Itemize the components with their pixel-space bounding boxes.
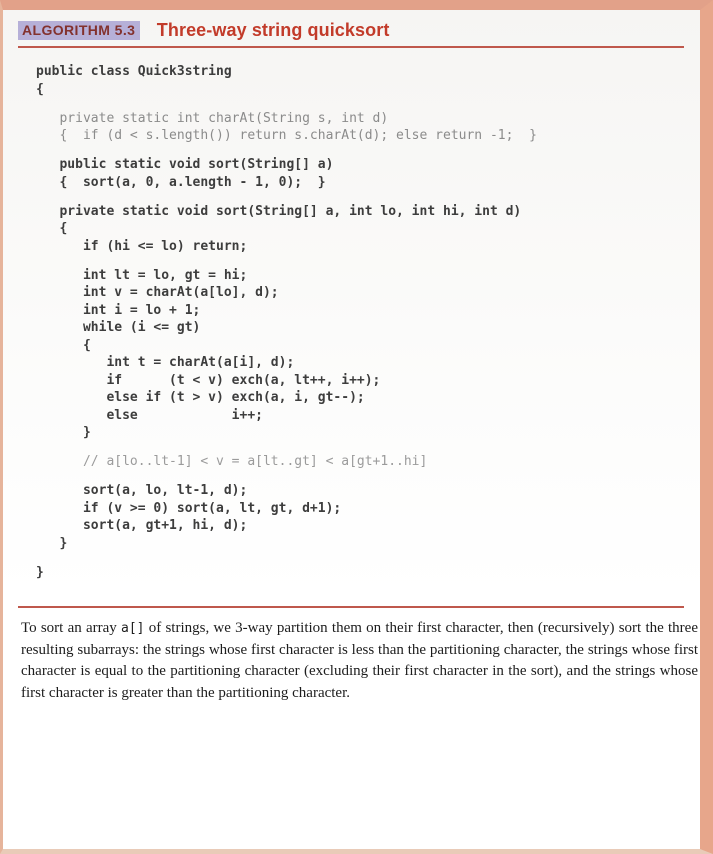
code-line: { sort(a, 0, a.length - 1, 0); } [36, 174, 326, 190]
code-blank-line [36, 191, 700, 203]
code-line: int t = charAt(a[i], d); [36, 355, 295, 370]
code-line: else i++; [36, 407, 263, 423]
algorithm-header [18, 20, 700, 41]
caption-inline-code: a[] [121, 621, 145, 636]
code-blank-line [36, 255, 700, 267]
algorithm-number-badge: ALGORITHM 5.3 [18, 21, 140, 40]
header-rule [18, 46, 684, 48]
code-blank-line [36, 442, 700, 454]
code-line: { if (d < s.length()) return s.charAt(d); else return -1; } [36, 128, 537, 143]
code-line: if (hi <= lo) return; [36, 238, 248, 254]
code-blank-line [36, 98, 700, 110]
code-line: int i = lo + 1; [36, 302, 201, 318]
code-line: public static void sort(String[] a) [36, 157, 334, 172]
code-comment-line: // a[lo..lt-1] < v = a[lt..gt] < a[gt+1..hi] [36, 454, 428, 469]
code-blank-line [36, 145, 700, 157]
caption-text-before: To sort an array [21, 620, 121, 636]
caption-text-after: of strings, we 3-way partition them on their first character, then (recursively) sort the three resulting subarrays: the strings whose first character is less than the partitioning character, the strings whose first character is equal to the partitioning character (excluding their first character in the sort), and the strings whose first character is greater than the partitioning character. [21, 620, 698, 701]
code-line: { [36, 81, 44, 97]
code-line: sort(a, gt+1, hi, d); [36, 518, 248, 533]
code-line: if (t < v) exch(a, lt++, i++); [36, 372, 381, 388]
caption-paragraph [21, 618, 698, 704]
code-line: { [36, 221, 68, 236]
algorithm-title: Three-way string quicksort [156, 20, 390, 40]
code-line: else if (t > v) exch(a, i, gt--); [36, 390, 365, 405]
code-line: } [36, 564, 44, 580]
page-content [3, 10, 700, 704]
code-blank-line [36, 552, 700, 564]
caption-rule [18, 606, 684, 608]
code-line: public class Quick3string [36, 64, 232, 79]
code-blank-line [36, 471, 700, 483]
code-line: private static void sort(String[] a, int lo, int hi, int d) [36, 203, 522, 219]
code-line: private static int charAt(String s, int d) [36, 110, 389, 126]
code-line: } [36, 535, 68, 551]
code-line: int lt = lo, gt = hi; [36, 267, 248, 283]
code-listing [36, 63, 700, 581]
code-line: if (v >= 0) sort(a, lt, gt, d+1); [36, 500, 342, 516]
code-line: while (i <= gt) [36, 320, 201, 335]
code-line: } [36, 425, 91, 440]
code-line: sort(a, lo, lt-1, d); [36, 483, 248, 498]
code-line: int v = charAt(a[lo], d); [36, 285, 279, 300]
code-line: { [36, 337, 91, 353]
